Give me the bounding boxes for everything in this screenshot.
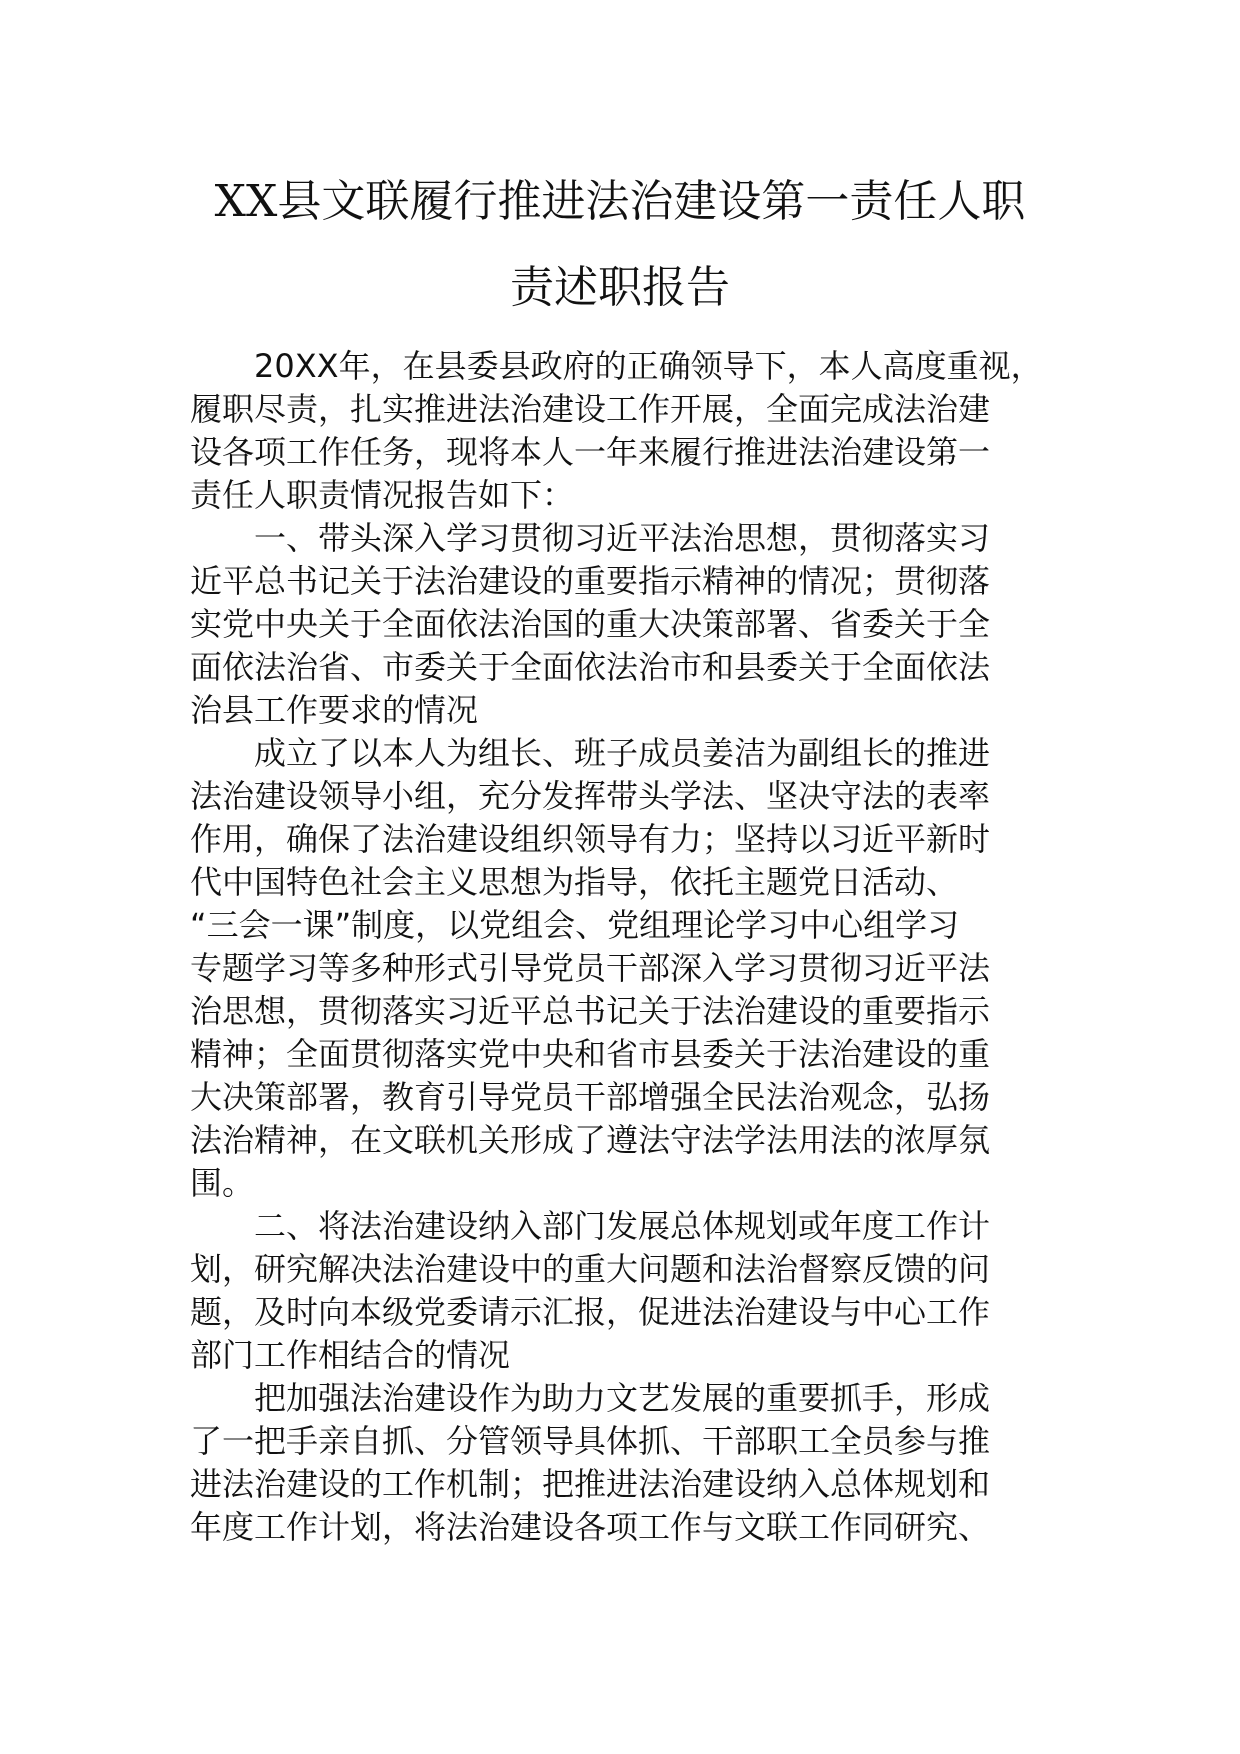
body-line: 近平总书记关于法治建设的重要指示精神的情况；贯彻落 [190,562,991,600]
body-line: 成立了以本人为组长、班子成员姜洁为副组长的推进 [254,734,991,772]
body-line: 围。 [190,1164,255,1202]
body-line: 设各项工作任务，现将本人一年来履行推进法治建设第一 [190,433,991,471]
body-line: 实党中央关于全面依法治国的重大决策部署、省委关于全 [190,605,991,643]
body-line: 年度工作计划，将法治建设各项工作与文联工作同研究、 [190,1508,991,1546]
body-line: 法治建设领导小组，充分发挥带头学法、坚决守法的表率 [190,777,991,815]
body-line: 二、将法治建设纳入部门发展总体规划或年度工作计 [254,1207,991,1245]
body-line: 把加强法治建设作为助力文艺发展的重要抓手，形成 [254,1379,991,1417]
body-line: 20XX年，在县委县政府的正确领导下，本人高度重视， [254,347,1043,385]
body-line: 一、带头深入学习贯彻习近平法治思想，贯彻落实习 [254,519,991,557]
body-line: 责任人职责情况报告如下： [190,476,575,514]
body-line: 大决策部署，教育引导党员干部增强全民法治观念，弘扬 [190,1078,991,1116]
body-line: 治县工作要求的情况 [190,691,479,729]
body-line: 代中国特色社会主义思想为指导，依托主题党日活动、 [190,863,959,901]
body-line: “三会一课”制度，以党组会、党组理论学习中心组学习 [190,906,960,944]
body-line: 作用，确保了法治建设组织领导有力；坚持以习近平新时 [190,820,991,858]
body-line: 题，及时向本级党委请示汇报，促进法治建设与中心工作 [190,1293,991,1331]
document-title-line-2: 责述职报告 [510,262,730,313]
body-line: 划，研究解决法治建设中的重大问题和法治督察反馈的问 [190,1250,991,1288]
body-line: 部门工作相结合的情况 [190,1336,511,1374]
document-body [190,345,1060,1549]
body-line: 进法治建设的工作机制；把推进法治建设纳入总体规划和 [190,1465,991,1503]
document-title-line-1: XX县文联履行推进法治建设第一责任人职 [214,176,1026,227]
body-line: 治思想，贯彻落实习近平总书记关于法治建设的重要指示 [190,992,991,1030]
body-line: 精神；全面贯彻落实党中央和省市县委关于法治建设的重 [190,1035,991,1073]
body-line: 法治精神，在文联机关形成了遵法守法学法用法的浓厚氛 [190,1121,991,1159]
body-line: 履职尽责，扎实推进法治建设工作开展，全面完成法治建 [190,390,991,428]
body-line: 面依法治省、市委关于全面依法治市和县委关于全面依法 [190,648,991,686]
body-line: 专题学习等多种形式引导党员干部深入学习贯彻习近平法 [190,949,991,987]
body-line: 了一把手亲自抓、分管领导具体抓、干部职工全员参与推 [190,1422,991,1460]
